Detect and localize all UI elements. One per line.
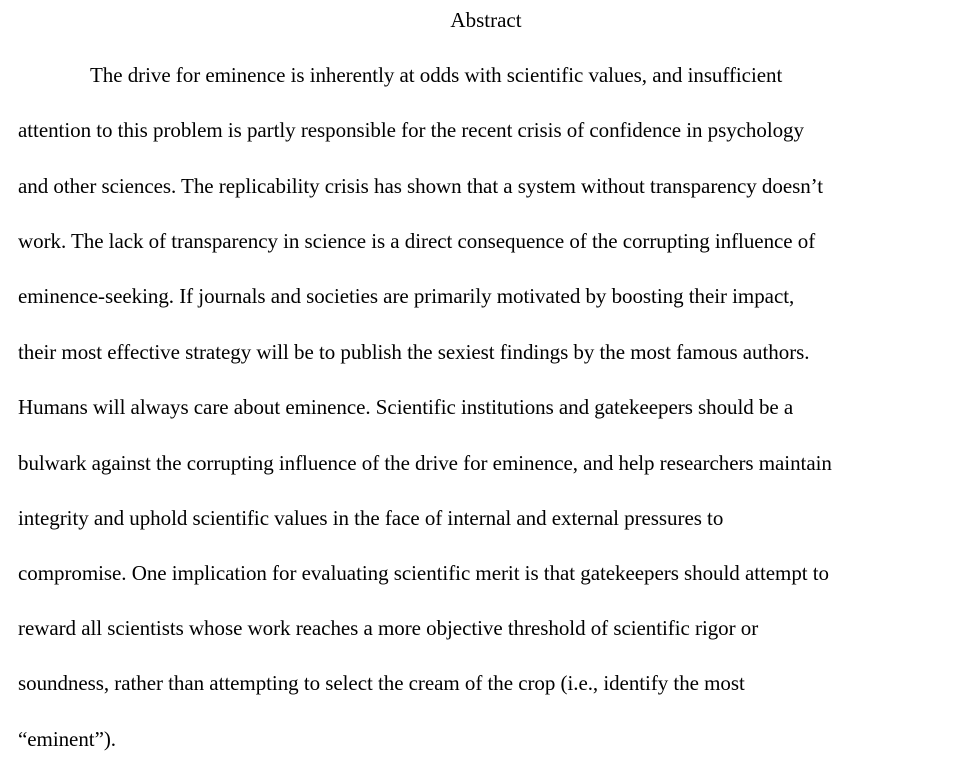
abstract-line-6: their most effective strategy will be to publish the sexiest findings by the most famous authors. — [18, 340, 810, 364]
abstract-line-10: compromise. One implication for evaluating scientific merit is that gatekeepers should attempt to — [18, 561, 830, 585]
abstract-line-2: attention to this problem is partly responsible for the recent crisis of confidence in psychology — [18, 118, 804, 142]
abstract-line-4: work. The lack of transparency in science is a direct consequence of the corrupting influence of — [18, 229, 816, 253]
abstract-line-9: integrity and uphold scientific values in the face of internal and external pressures to — [18, 506, 724, 530]
abstract-line-7: Humans will always care about eminence. Scientific institutions and gatekeepers should be a — [18, 395, 794, 419]
abstract-line-3: and other sciences. The replicability crisis has shown that a system without transparency doesn’t — [18, 174, 824, 198]
abstract-line-13: “eminent”). — [18, 727, 116, 751]
abstract-line-8: bulwark against the corrupting influence of the drive for eminence, and help researchers maintain — [18, 451, 832, 475]
abstract-line-5: eminence-seeking. If journals and societies are primarily motivated by boosting their impact, — [18, 284, 795, 308]
abstract-line-12: soundness, rather than attempting to select the cream of the crop (i.e., identify the most — [18, 671, 745, 695]
abstract-heading: Abstract — [450, 8, 522, 32]
abstract-line-11: reward all scientists whose work reaches a more objective threshold of scientific rigor or — [18, 616, 759, 640]
abstract-line-1: The drive for eminence is inherently at odds with scientific values, and insufficient — [90, 63, 783, 87]
